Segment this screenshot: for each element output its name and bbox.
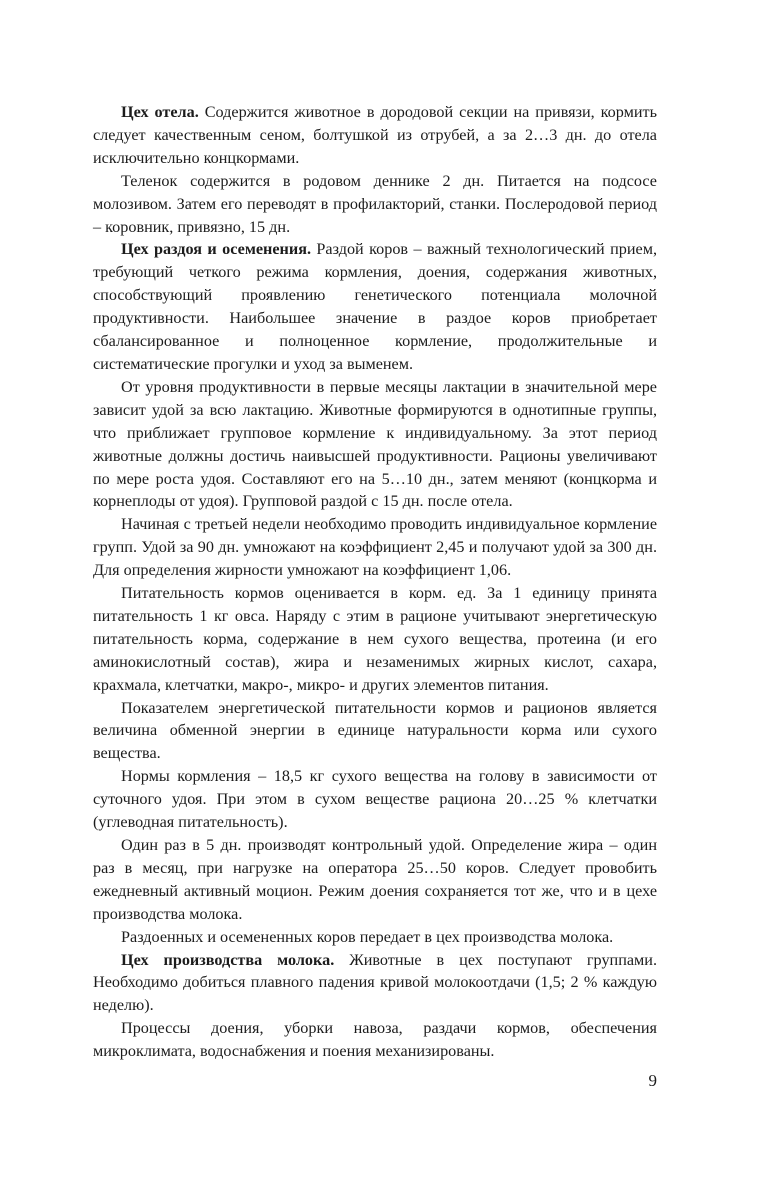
paragraph-text: Нормы кормления – 18,5 кг сухого вещества на голову в зависимости от суточного удоя. При этом в сухом веществе рациона 20…25 % клетчатки (углеводная питательность). [93, 767, 657, 832]
paragraph-text: Теленок содержится в родовом деннике 2 дн. Питается на подсосе молозивом. Затем его переводят в профилакторий, станки. Послеродовой период – коровник, привязно, 15 дн. [93, 171, 657, 236]
paragraph-third-week [93, 513, 657, 582]
paragraph-text: Животные в цех поступают группами. Необходимо добиться плавного падения кривой молокоотдачи (1,5; 2 % каждую неделю). [93, 950, 657, 1015]
section-heading-milking-insemination: Цех раздоя и осеменения. [121, 240, 311, 259]
paragraph-calving-shop [93, 101, 657, 170]
page-number: 9 [648, 1071, 657, 1090]
paragraph-milk-production-shop [93, 949, 657, 1018]
paragraph-productivity [93, 376, 657, 513]
paragraph-mechanization [93, 1017, 657, 1063]
paragraph-text: Начиная с третьей недели необходимо проводить индивидуальное кормление групп. Удой за 90 дн. умножают на коэффициент 2,45 и получают удой за 300 дн. Для определения жирности умножают на коэффициент 1,06. [93, 515, 657, 580]
paragraph-text: От уровня продуктивности в первые месяцы лактации в значительной мере зависит удой за всю лактацию. Животные формируются в однотипные группы, что приближает групповое кормление к индивидуальному. За этот период животные должны достичь наивысшей продуктивности. Рационы увеличивают по мере роста удоя. Составляют его на 5…10 дн., затем меняют (концкорма и корнеплоды от удоя). Групповой раздой с 15 дн. после отела. [93, 377, 657, 511]
paragraph-text: Показателем энергетической питательности кормов и рационов является величина обменной энергии в единице натуральности корма или сухого вещества. [93, 698, 657, 763]
paragraph-text: Содержится животное в дородовой секции на привязи, кормить следует качественным сеном, болтушкой из отрубей, а за 2…3 дн. до отела исключительно концкормами. [93, 103, 657, 167]
paragraph-text: Раздоенных и осемененных коров передает в цех производства молока. [121, 927, 614, 946]
paragraph-text: Один раз в 5 дн. производят контрольный удой. Определение жира – один раз в месяц, при нагрузке на оператора 25…50 коров. Следует провобить ежедневный активный моцион. Режим доения сохраняется тот же, что и в цехе производства молока. [93, 836, 657, 923]
paragraph-feeding-norms [93, 765, 657, 834]
paragraph-transfer [93, 926, 657, 949]
paragraph-control-milking [93, 834, 657, 926]
page-body [93, 101, 657, 1063]
paragraph-text: Раздой коров – важный технологический прием, требующий четкого режима кормления, доения, содержания животных, способствующий проявлению генетического потенциала молочной продуктивности. Наибольшее значение в раздое коров приобретает сбалансированное и полноценное кормление, продолжительные и систематические прогулки и уход за выменем. [93, 240, 657, 373]
section-heading-milk-production: Цех производства молока. [121, 950, 335, 969]
paragraph-text: Процессы доения, уборки навоза, раздачи кормов, обеспечения микроклимата, водоснабжения и поения механизированы. [93, 1019, 657, 1061]
section-heading-calving-shop: Цех отела. [121, 103, 199, 121]
paragraph-calf [93, 170, 657, 239]
paragraph-feed-nutrition [93, 582, 657, 697]
paragraph-text: Питательность кормов оценивается в корм. ед. За 1 единицу принята питательность 1 кг овса. Наряду с этим в рационе учитывают энергетическую питательность корма, содержание в нем сухого вещества, протеина (и его аминокислотный состав), жира и незаменимых жирных кислот, сахара, крахмала, клетчатки, макро-, микро- и других элементов питания. [93, 584, 657, 694]
paragraph-milking-insemination-shop [93, 238, 657, 375]
paragraph-energy-indicator [93, 697, 657, 766]
